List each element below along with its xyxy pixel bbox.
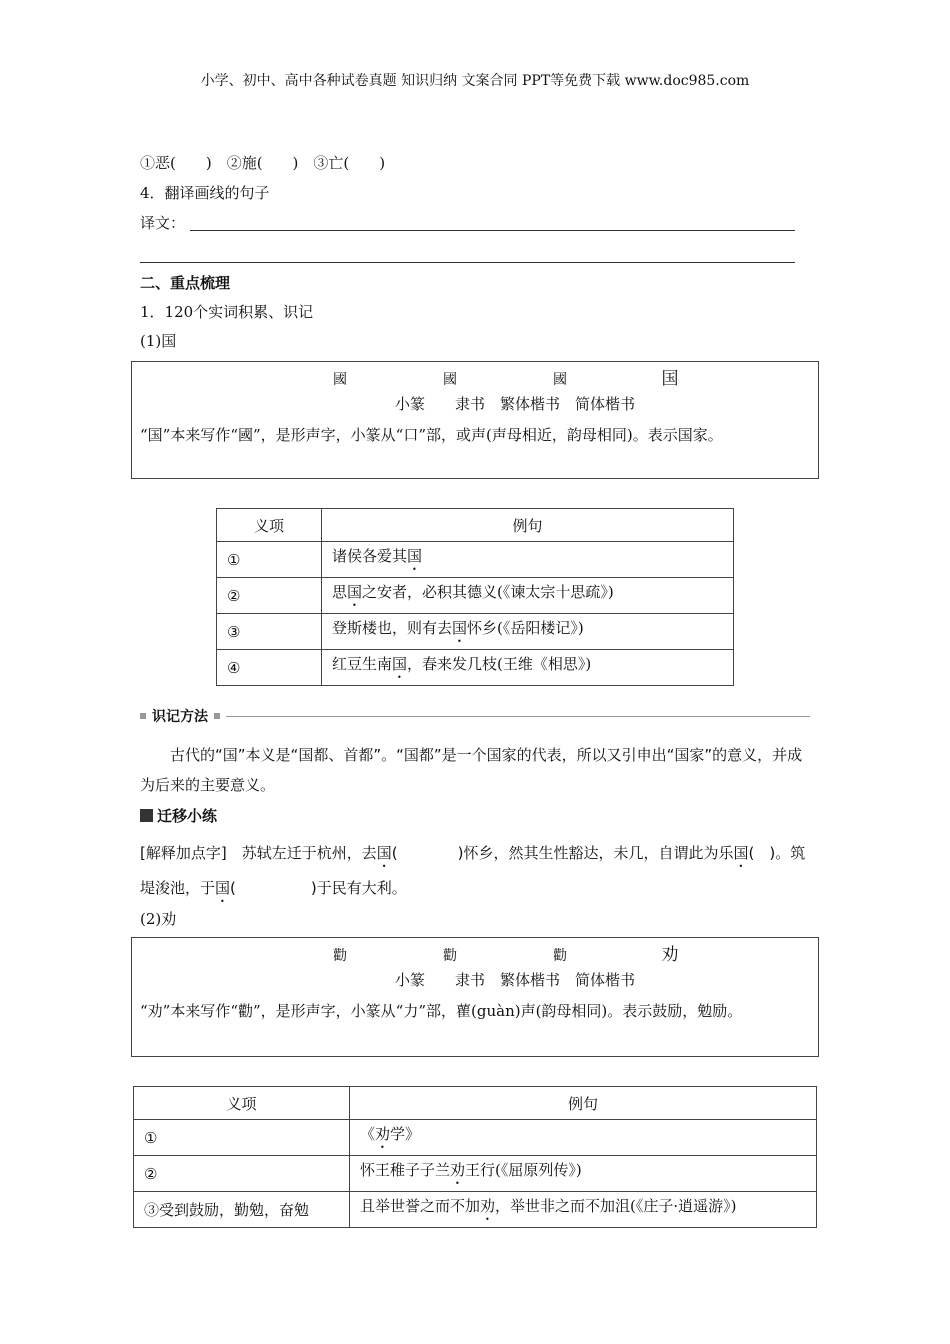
- text: 红豆生南: [332, 655, 393, 673]
- table-row: [217, 578, 734, 614]
- dotted-char: 劝: [450, 1161, 466, 1179]
- table-row: [134, 1120, 817, 1156]
- dotted-char: 国: [452, 619, 468, 637]
- text: 且举世誉之而不加: [360, 1197, 481, 1215]
- question-4: 4．翻译画线的句子: [140, 184, 270, 202]
- script-labels: 小篆 隶书 繁体楷书 简体楷书: [394, 395, 635, 413]
- meaning-number: ②: [217, 578, 322, 614]
- quan-meaning-table: [133, 1086, 817, 1228]
- practice-title-text: 迁移小练: [157, 807, 218, 825]
- text: ，春来发几枝(王维《相思》): [407, 655, 592, 673]
- table-row: [217, 614, 734, 650]
- col-header: 例句: [322, 509, 734, 542]
- meaning-number: ①: [217, 542, 322, 578]
- text: 思: [332, 583, 348, 601]
- guo-etymology-box: [131, 361, 819, 479]
- meaning-number: ③受到鼓励，勤勉，奋勉: [134, 1192, 350, 1228]
- dotted-char: 国: [215, 879, 231, 897]
- dotted-char: 国: [347, 583, 363, 601]
- dotted-char: 国: [376, 844, 392, 862]
- method-text: 古代的“国”本义是“国都、首都”。“国都”是一个国家的代表，所以又引申出“国家”的意义，并成为后来的主要意义。: [140, 746, 803, 794]
- example-sentence: [350, 1156, 817, 1192]
- subsection-title: 1．120个实词积累、识记: [140, 303, 314, 321]
- example-sentence: [350, 1120, 817, 1156]
- quan-etymology-box: [131, 937, 819, 1057]
- simplified-glyph: 国: [661, 369, 679, 389]
- table-row: [134, 1192, 817, 1228]
- meaning-number: ③: [217, 614, 322, 650]
- simplified-glyph: 劝: [661, 945, 679, 965]
- method-title: 识记方法: [152, 709, 208, 725]
- example-sentence: [322, 578, 734, 614]
- dotted-char: 国: [392, 655, 408, 673]
- blank-2[interactable]: )。筑堤浚池，于: [140, 844, 806, 897]
- text: 诸侯各爱其: [332, 547, 408, 565]
- text: 怀乡(《岳阳楼记》): [467, 619, 584, 637]
- practice-title: [140, 805, 217, 826]
- answer-line[interactable]: [140, 262, 795, 263]
- text: 《: [360, 1125, 376, 1143]
- traditional-glyph: 國: [553, 372, 567, 388]
- clerical-script-glyph: 國: [443, 372, 457, 388]
- dotted-char: 国: [733, 844, 749, 862]
- example-sentence: [322, 650, 734, 686]
- text: 学》: [390, 1125, 421, 1143]
- dotted-char: 国: [407, 547, 423, 565]
- etymology-text: “劝”本来写作“勸”，是形声字，小篆从“力”部，雚(guàn)声(韵母相同)。表示鼓励，勉励。: [140, 1002, 743, 1020]
- text: 登斯楼也，则有去: [332, 619, 453, 637]
- meaning-number: ④: [217, 650, 322, 686]
- practice-label: [解释加点字]: [140, 844, 227, 862]
- text: (: [748, 844, 755, 862]
- dotted-char: 劝: [480, 1197, 496, 1215]
- text: 苏轼左迁于杭州，去: [241, 844, 377, 862]
- text: ，举世非之而不加沮(《庄子·逍遥游》): [495, 1197, 737, 1215]
- meaning-number: ①: [134, 1120, 350, 1156]
- clerical-script-glyph: 勸: [443, 948, 457, 964]
- script-labels: 小篆 隶书 繁体楷书 简体楷书: [394, 971, 635, 989]
- section-title: 二、重点梳理: [140, 274, 231, 292]
- seal-script-glyph: 勸: [333, 948, 347, 964]
- blank-1[interactable]: ( )怀乡，然其生性豁达，未几，自谓此为乐: [391, 844, 734, 862]
- text: 王行(《屈原列传》): [465, 1161, 582, 1179]
- question-3-items: ①恶( ) ②施( ) ③亡( ): [140, 154, 386, 172]
- text: 之安者，必积其德义(《谏太宗十思疏》): [362, 583, 614, 601]
- table-row: [217, 542, 734, 578]
- traditional-glyph: 勸: [553, 948, 567, 964]
- guo-meaning-table: [216, 508, 734, 686]
- seal-script-glyph: 國: [333, 372, 347, 388]
- col-header: 义项: [134, 1087, 350, 1120]
- example-sentence: [322, 542, 734, 578]
- etymology-text: “国”本来写作“國”，是形声字，小篆从“口”部，或声(声母相近，韵母相同)。表示国家。: [140, 426, 723, 444]
- meaning-number: ②: [134, 1156, 350, 1192]
- example-sentence: [350, 1192, 817, 1228]
- entry-heading-guo: (1)国: [140, 332, 177, 350]
- method-divider: [140, 706, 810, 726]
- page-header: 小学、初中、高中各种试卷真题 知识归纳 文案合同 PPT等免费下载 www.doc985.com: [200, 73, 750, 89]
- dotted-char: 劝: [375, 1125, 391, 1143]
- col-header: 义项: [217, 509, 322, 542]
- example-sentence: [322, 614, 734, 650]
- table-row: [134, 1156, 817, 1192]
- blank-3[interactable]: ( )于民有大利。: [230, 879, 407, 897]
- entry-heading-quan: (2)劝: [140, 910, 177, 928]
- answer-line[interactable]: [190, 230, 795, 231]
- col-header: 例句: [350, 1087, 817, 1120]
- practice-text: [140, 836, 815, 906]
- text: 怀王稚子子兰: [360, 1161, 451, 1179]
- translation-label: 译文：: [140, 214, 186, 232]
- practice-icon: [140, 809, 153, 822]
- table-row: [217, 650, 734, 686]
